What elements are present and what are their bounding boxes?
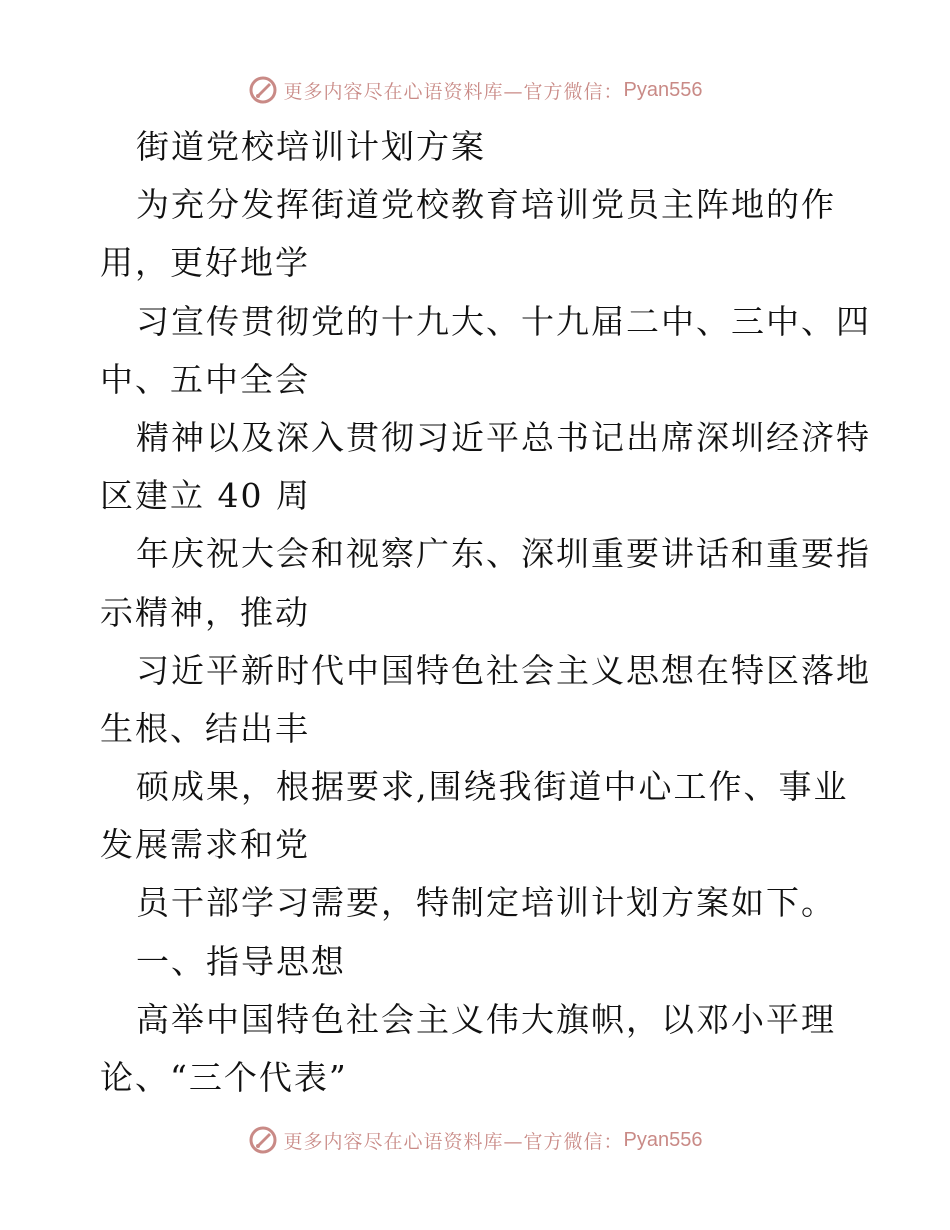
footer-watermark — [0, 1120, 950, 1160]
text-line: 硕成果，根据要求,围绕我街道中心工作、事业 — [136, 767, 849, 807]
text-line: 年庆祝大会和视察广东、深圳重要讲话和重要指 — [136, 534, 871, 574]
document-body — [100, 118, 871, 1107]
text-line: 为充分发挥街道党校教育培训党员主阵地的作 — [136, 185, 836, 225]
text-line: 精神以及深入贯彻习近平总书记出席深圳经济特 — [136, 417, 871, 457]
text-line: 员干部学习需要，特制定培训计划方案如下。 — [136, 883, 836, 923]
text-line: 发展需求和党 — [100, 825, 310, 865]
text-line: 习宣传贯彻党的十九大、十九届二中、三中、四 — [136, 301, 871, 341]
watermark-handle: Pyan556 — [623, 78, 703, 101]
watermark-text: 更多内容尽在心语资料库—官方微信： — [283, 1130, 624, 1153]
document-title: 街道党校培训计划方案 — [136, 127, 486, 166]
brand-logo-icon — [248, 1125, 278, 1155]
watermark-handle: Pyan556 — [623, 1128, 703, 1151]
text-line: 区建立 40 周 — [100, 476, 311, 516]
text-line: 示精神，推动 — [100, 592, 310, 632]
brand-logo-icon — [248, 75, 278, 105]
text-line: 习近平新时代中国特色社会主义思想在特区落地 — [136, 650, 871, 690]
section-heading: 一、指导思想 — [136, 941, 346, 981]
text-line: 生根、结出丰 — [100, 708, 310, 748]
header-watermark — [0, 70, 950, 110]
text-line: 用，更好地学 — [100, 243, 310, 283]
text-line: 论、“三个代表” — [100, 1058, 348, 1097]
text-line: 高举中国特色社会主义伟大旗帜，以邓小平理 — [136, 999, 836, 1039]
watermark-text: 更多内容尽在心语资料库—官方微信： — [283, 80, 624, 103]
text-line: 中、五中全会 — [100, 359, 310, 399]
